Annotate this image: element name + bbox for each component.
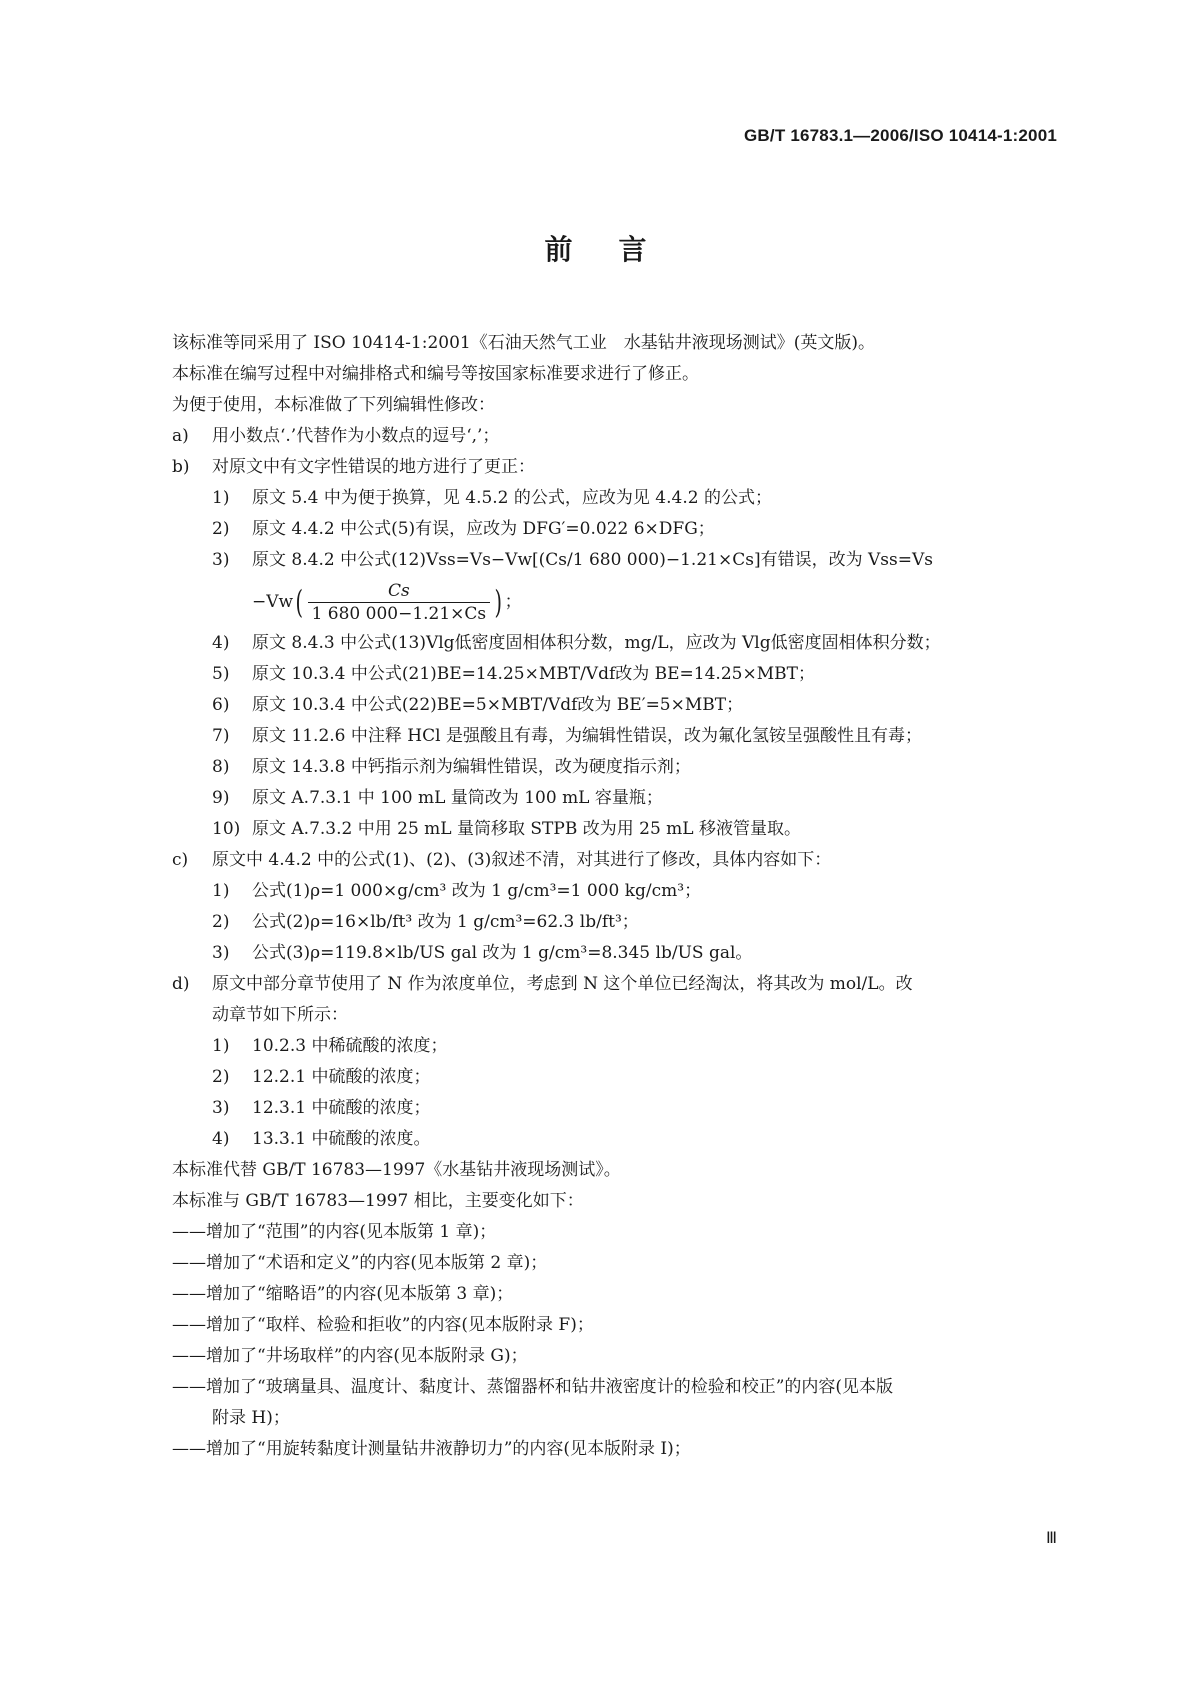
sub-label: 3) (212, 550, 230, 570)
sub-item (212, 514, 1059, 545)
page-number: Ⅲ (1045, 1528, 1057, 1547)
list-label: b) (172, 457, 190, 477)
sub-text: 原文 10.3.4 中公式(21)BE=14.25×MBT/Vdf改为 BE=14.25×MBT； (252, 664, 815, 684)
page-title: 前言 (544, 233, 693, 266)
formula-continuation (252, 576, 1059, 628)
sub-label: 2) (212, 912, 230, 932)
document-body (172, 328, 1059, 1465)
fraction-numerator: Cs (387, 580, 410, 601)
change-item: ——增加了“范围”的内容(见本版第 1 章)； (172, 1222, 497, 1242)
list-label: d) (172, 974, 190, 994)
sub-item (212, 545, 1059, 576)
change-item: ——增加了“玻璃量具、温度计、黏度计、蒸馏器杯和钻井液密度计的检验和校正”的内容(见本版 (172, 1377, 894, 1397)
change-item: ——增加了“用旋转黏度计测量钻井液静切力”的内容(见本版附录 I)； (172, 1439, 691, 1459)
sub-label: 4) (212, 1129, 230, 1149)
open-paren: ( (295, 583, 304, 621)
list-item-continuation: 动章节如下所示： (212, 1005, 348, 1025)
list-text: 原文中 4.4.2 中的公式(1)、(2)、(3)叙述不清，对其进行了修改，具体内容如下： (212, 850, 832, 870)
standard-code-header: GB/T 16783.1—2006/ISO 10414-1:2001 (744, 126, 1057, 145)
paragraph: 本标准与 GB/T 16783—1997 相比，主要变化如下： (172, 1191, 584, 1211)
list-text: 用小数点‘.’代替作为小数点的逗号‘,’； (212, 426, 500, 446)
sub-label: 7) (212, 726, 230, 746)
list-item-a (172, 421, 1059, 452)
paragraph: 该标准等同采用了 ISO 10414-1:2001《石油天然气工业 水基钻井液现场测试》(英文版)。 (172, 333, 876, 353)
sub-text: 公式(2)ρ=16×lb/ft³ 改为 1 g/cm³=62.3 lb/ft³； (252, 912, 639, 932)
list-label: a) (172, 426, 189, 446)
sub-label: 6) (212, 695, 230, 715)
sub-label: 2) (212, 1067, 230, 1087)
sub-item (212, 752, 1059, 783)
sub-label: 3) (212, 943, 230, 963)
sub-item (212, 876, 1059, 907)
change-item-continuation: 附录 H)； (212, 1408, 290, 1428)
paragraph: 本标准在编写过程中对编排格式和编号等按国家标准要求进行了修正。 (172, 364, 699, 384)
sub-item (212, 690, 1059, 721)
paragraph: 本标准代替 GB/T 16783—1997《水基钻井液现场测试》。 (172, 1160, 621, 1180)
sub-item (212, 907, 1059, 938)
change-item: ——增加了“缩略语”的内容(见本版第 3 章)； (172, 1284, 514, 1304)
sub-item (212, 1031, 1059, 1062)
sub-item (212, 938, 1059, 969)
change-item: ——增加了“取样、检验和拒收”的内容(见本版附录 F)； (172, 1315, 594, 1335)
sub-text: 10.2.3 中稀硫酸的浓度； (252, 1036, 448, 1056)
sub-text: 原文 10.3.4 中公式(22)BE=5×MBT/Vdf改为 BE′=5×MBT； (252, 695, 744, 715)
list-text: 原文中部分章节使用了 N 作为浓度单位，考虑到 N 这个单位已经淘汰，将其改为 mol/L。改 (212, 974, 913, 994)
sub-text: 原文 A.7.3.1 中 100 mL 量筒改为 100 mL 容量瓶； (252, 788, 663, 808)
sub-text: 13.3.1 中硫酸的浓度。 (252, 1129, 431, 1149)
sub-text: 原文 8.4.2 中公式(12)Vss=Vs−Vw[(Cs/1 680 000)−1.21×Cs]有错误，改为 Vss=Vs (252, 550, 933, 570)
sub-label: 2) (212, 519, 230, 539)
sub-label: 3) (212, 1098, 230, 1118)
sub-item (212, 1124, 1059, 1155)
sub-text: 原文 5.4 中为便于换算，见 4.5.2 的公式，应改为见 4.4.2 的公式； (252, 488, 772, 508)
sub-text: 原文 8.4.3 中公式(13)Vlg低密度固相体积分数，mg/L，应改为 Vlg低密度固相体积分数； (252, 633, 941, 653)
sub-text: 公式(1)ρ=1 000×g/cm³ 改为 1 g/cm³=1 000 kg/cm³； (252, 881, 702, 901)
sub-item (212, 783, 1059, 814)
sub-text: 原文 11.2.6 中注释 HCl 是强酸且有毒，为编辑性错误，改为氟化氢铵呈强酸性且有毒； (252, 726, 922, 746)
sub-item (212, 1093, 1059, 1124)
sub-item (212, 628, 1059, 659)
sub-text: 原文 14.3.8 中钙指示剂为编辑性错误，改为硬度指示剂； (252, 757, 691, 777)
sub-text: 12.2.1 中硫酸的浓度； (252, 1067, 431, 1087)
sub-label: 5) (212, 664, 230, 684)
formula-fraction (308, 580, 491, 625)
list-label: c) (172, 850, 189, 870)
formula-prefix: −Vw (252, 591, 294, 612)
sub-label: 1) (212, 1036, 230, 1056)
sub-label: 10) (212, 819, 241, 839)
sub-text: 原文 A.7.3.2 中用 25 mL 量筒移取 STPB 改为用 25 mL 移液管量取。 (252, 819, 801, 839)
paragraph: 为便于使用，本标准做了下列编辑性修改： (172, 395, 495, 415)
sub-label: 1) (212, 881, 230, 901)
formula-suffix: ； (504, 591, 522, 612)
sub-item (212, 483, 1059, 514)
sub-item (212, 721, 1059, 752)
list-text: 对原文中有文字性错误的地方进行了更正： (212, 457, 535, 477)
fraction-denominator: 1 680 000−1.21×Cs (308, 602, 491, 625)
sub-text: 公式(3)ρ=119.8×lb/US gal 改为 1 g/cm³=8.345 lb/US gal。 (252, 943, 753, 963)
list-item-d (172, 969, 1059, 1000)
sub-text: 12.3.1 中硫酸的浓度； (252, 1098, 431, 1118)
sub-label: 8) (212, 757, 230, 777)
sub-label: 4) (212, 633, 230, 653)
close-paren: ) (494, 583, 503, 621)
change-item: ——增加了“术语和定义”的内容(见本版第 2 章)； (172, 1253, 548, 1273)
sub-text: 原文 4.4.2 中公式(5)有误，应改为 DFG′=0.022 6×DFG； (252, 519, 715, 539)
sub-label: 1) (212, 488, 230, 508)
sub-item (212, 1062, 1059, 1093)
change-item: ——增加了“井场取样”的内容(见本版附录 G)； (172, 1346, 528, 1366)
list-item-c (172, 845, 1059, 876)
sub-item (212, 814, 1059, 845)
sub-label: 9) (212, 788, 230, 808)
sub-item (212, 659, 1059, 690)
list-item-b (172, 452, 1059, 483)
